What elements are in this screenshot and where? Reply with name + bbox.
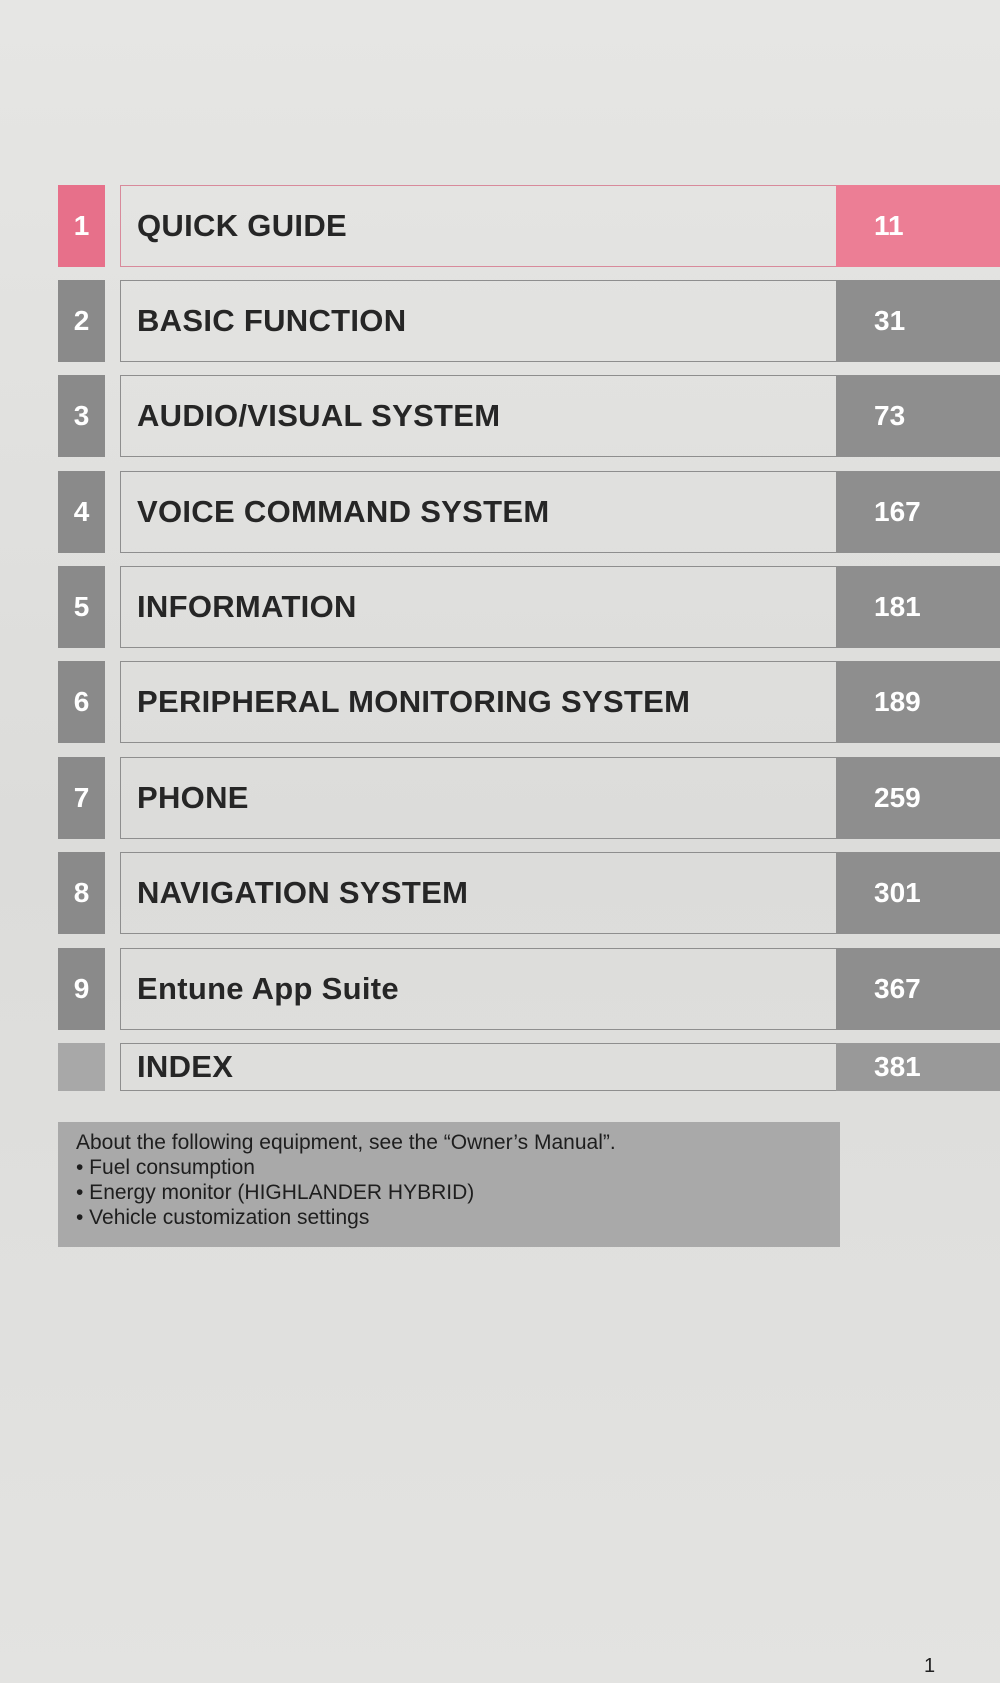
chapter-page: 189 bbox=[836, 661, 1000, 743]
chapter-title-box bbox=[120, 375, 898, 457]
chapter-number: 4 bbox=[58, 471, 105, 553]
chapter-page: 259 bbox=[836, 757, 1000, 839]
chapter-title-box bbox=[120, 852, 898, 934]
chapter-title-box bbox=[120, 280, 898, 362]
chapter-title: INFORMATION bbox=[137, 589, 357, 624]
chapter-title: VOICE COMMAND SYSTEM bbox=[137, 494, 550, 529]
chapter-title: Entune App Suite bbox=[137, 971, 399, 1006]
chapter-title-box bbox=[120, 661, 898, 743]
note-item: • Vehicle customization settings bbox=[76, 1206, 370, 1229]
chapter-page: 381 bbox=[836, 1043, 1000, 1091]
chapter-title: QUICK GUIDE bbox=[137, 208, 347, 243]
chapter-number: 7 bbox=[58, 757, 105, 839]
chapter-title-box bbox=[120, 185, 898, 267]
note-item: • Fuel consumption bbox=[76, 1156, 255, 1179]
chapter-title: BASIC FUNCTION bbox=[137, 303, 407, 338]
chapter-title-box bbox=[120, 757, 898, 839]
chapter-page: 367 bbox=[836, 948, 1000, 1030]
chapter-page: 181 bbox=[836, 566, 1000, 648]
chapter-number: 6 bbox=[58, 661, 105, 743]
chapter-page: 301 bbox=[836, 852, 1000, 934]
note-item: • Energy monitor (HIGHLANDER HYBRID) bbox=[76, 1181, 475, 1204]
chapter-page: 167 bbox=[836, 471, 1000, 553]
chapter-number: 5 bbox=[58, 566, 105, 648]
chapter-page: 73 bbox=[836, 375, 1000, 457]
chapter-number: 9 bbox=[58, 948, 105, 1030]
chapter-title-box bbox=[120, 948, 898, 1030]
chapter-number: 1 bbox=[58, 185, 105, 267]
equipment-note bbox=[58, 1122, 840, 1247]
chapter-title-box bbox=[120, 1043, 898, 1091]
chapter-title: PERIPHERAL MONITORING SYSTEM bbox=[137, 684, 691, 719]
chapter-number bbox=[58, 1043, 105, 1091]
chapter-number: 2 bbox=[58, 280, 105, 362]
chapter-number: 3 bbox=[58, 375, 105, 457]
chapter-page: 11 bbox=[836, 185, 1000, 267]
chapter-number: 8 bbox=[58, 852, 105, 934]
chapter-title-box bbox=[120, 566, 898, 648]
chapter-title: PHONE bbox=[137, 780, 249, 815]
page-number: 1 bbox=[924, 1655, 936, 1677]
chapter-title: INDEX bbox=[137, 1049, 234, 1084]
chapter-title: NAVIGATION SYSTEM bbox=[137, 875, 469, 910]
note-intro: About the following equipment, see the “Owner’s Manual”. bbox=[76, 1131, 616, 1154]
chapter-page: 31 bbox=[836, 280, 1000, 362]
chapter-title: AUDIO/VISUAL SYSTEM bbox=[137, 398, 501, 433]
chapter-title-box bbox=[120, 471, 898, 553]
